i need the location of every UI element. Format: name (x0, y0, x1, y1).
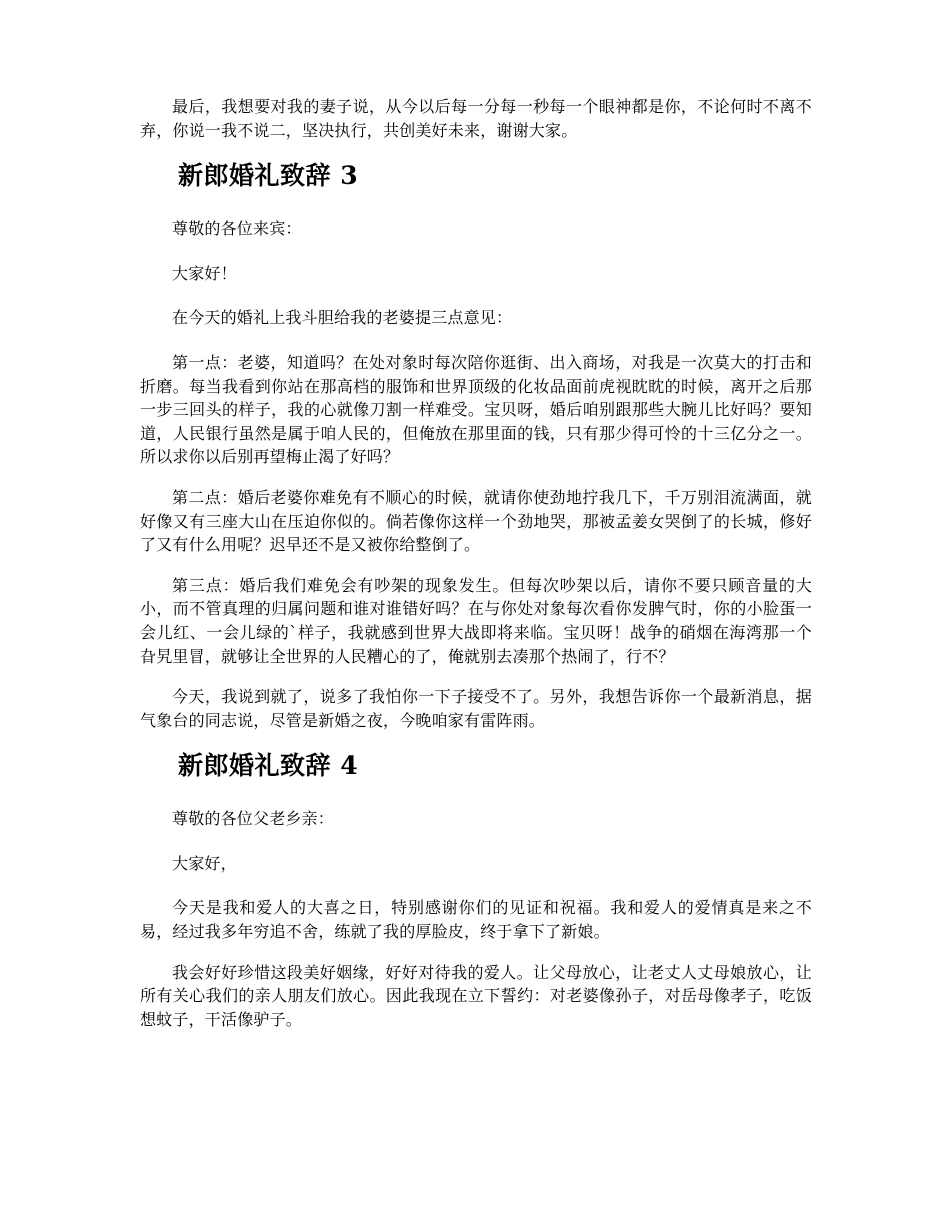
section-3-point-1: 第一点：老婆，知道吗？在处对象时每次陪你逛街、出入商场，对我是一次莫大的打击和折磨。每当我看到你站在那高档的服饰和世界顶级的化妆品面前虎视眈眈的时候，离开之后那一步三回头的样子，我的心就像刀割一样难受。宝贝呀，婚后咱别跟那些大腕儿比好吗？要知道，人民银行虽然是属于咱人民的，但俺放在那里面的钱，只有那少得可怜的十三亿分之一。所以求你以后别再望梅止渴了好吗？ (140, 352, 812, 467)
section-3-point-3: 第三点：婚后我们难免会有吵架的现象发生。但每次吵架以后，请你不要只顾音量的大小，而不管真理的归属问题和谁对谁错好吗？在与你处对象每次看你发脾气时，你的小脸蛋一会儿红、一会儿绿的`样子，我就感到世界大战即将来临。宝贝呀！战争的硝烟在海湾那一个旮旯里冒，就够让全世界的人民糟心的了，俺就别去凑那个热闹了，行不？ (140, 575, 812, 666)
section-3-greeting: 大家好！ (172, 263, 237, 283)
section-3-closing: 今天，我说到就了，说多了我怕你一下子接受不了。另外，我想告诉你一个最新消息，据气象台的同志说，尽管是新婚之夜，今晚咱家有雷阵雨。 (140, 687, 812, 730)
intro-paragraph: 最后，我想要对我的妻子说，从今以后每一分每一秒每一个眼神都是你，不论何时不离不弃，你说一我不说二，坚决执行，共创美好未来，谢谢大家。 (140, 97, 812, 140)
section-4-title: 新郎婚礼致辞 4 (178, 751, 359, 781)
document-page (140, 95, 812, 1048)
section-3-intro: 在今天的婚礼上我斗胆给我的老婆提三点意见： (172, 308, 513, 328)
section-4-greeting: 大家好， (172, 853, 237, 873)
section-3-salutation: 尊敬的各位来宾： (172, 219, 302, 239)
section-4-paragraph-1: 今天是我和爱人的大喜之日，特别感谢你们的见证和祝福。我和爱人的爱情真是来之不易，经过我多年穷追不舍，练就了我的厚脸皮，终于拿下了新娘。 (140, 898, 812, 942)
section-4-paragraph-2: 我会好好珍惜这段美好姻缘，好好对待我的爱人。让父母放心，让老丈人丈母娘放心，让所有关心我们的亲人朋友们放心。因此我现在立下誓约：对老婆像孙子，对岳母像孝子，吃饭想蚊子，干活像驴子。 (140, 962, 812, 1029)
section-4-salutation: 尊敬的各位父老乡亲： (172, 809, 335, 829)
section-3-point-2: 第二点：婚后老婆你难免有不顺心的时候，就请你使劲地拧我几下，千万别泪流满面，就好像又有三座大山在压迫你似的。倘若像你这样一个劲地哭，那被孟姜女哭倒了的长城，修好了又有什么用呢？迟早还不是又被你给整倒了。 (140, 487, 812, 555)
section-3-title: 新郎婚礼致辞 3 (178, 161, 359, 191)
